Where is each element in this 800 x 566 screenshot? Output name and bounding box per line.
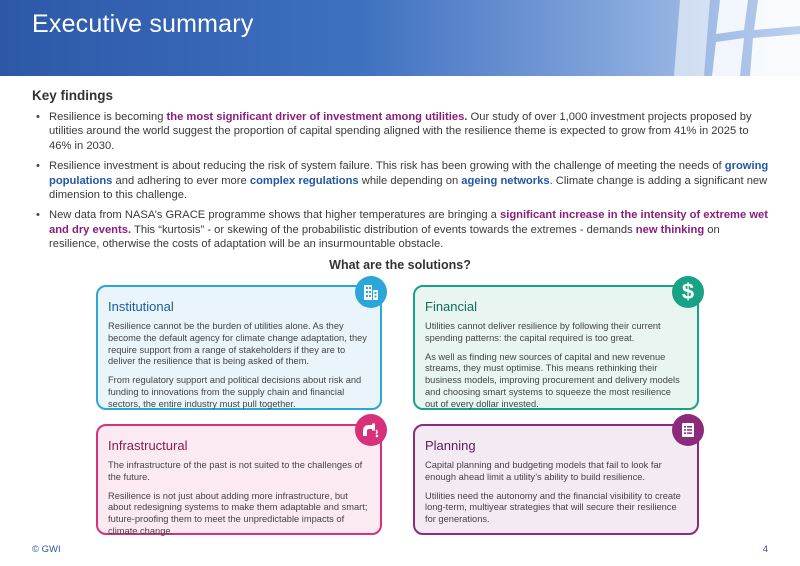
bullet-text: . Climate change is adding a significant new dimension to this challenge. bbox=[49, 174, 768, 202]
bullet-text: This “kurtosis” - or skewing of the probabilistic distribution of events towards the extremes - demands bbox=[131, 223, 636, 236]
list-item bbox=[36, 208, 771, 251]
planning-text-1: Capital planning and budgeting models that fail to look far enough ahead limit a utility’s ability to build resilience. bbox=[425, 460, 662, 482]
bullet-highlight: ageing networks bbox=[461, 174, 550, 187]
page-number: 4 bbox=[762, 544, 768, 555]
dollar-icon bbox=[672, 276, 704, 308]
institutional-text-1: Resilience cannot be the burden of utilities alone. As they become the default agency for climate change adaptation, they require support from a range of stakeholders if they are to deliver the resilience that is being asked of them. bbox=[108, 321, 367, 367]
bullet-text: Our study of over 1,000 investment projects proposed by utilities around the world suggest the proportion of capital spending aligned with the resilience theme is expected to grow from 41% in 2025 to 46% in 2030. bbox=[49, 111, 752, 152]
solutions-heading: What are the solutions? bbox=[329, 258, 471, 272]
financial-text-2: As well as finding new sources of capital and new revenue streams, they must optimise. This means rethinking their business models, improving procurement and delivery models and choosing smart systems to squeeze the most resilience out of every dollar invested. bbox=[425, 351, 680, 409]
bullet-text: New data from NASA’s GRACE programme shows that higher temperatures are bringing a bbox=[49, 209, 501, 222]
bullet-highlight: complex regulations bbox=[249, 174, 359, 187]
pipe-icon bbox=[355, 414, 387, 446]
key-findings-heading: Key findings bbox=[32, 88, 114, 103]
bullet-highlight: the most significant driver of investment among utilities. bbox=[166, 111, 468, 123]
infrastructural-text-1: The infrastructure of the past is not suited to the challenges of the future. bbox=[108, 460, 363, 482]
bullet-highlight: new thinking bbox=[635, 223, 705, 236]
key-findings-list bbox=[36, 110, 771, 258]
bullet-text: Resilience is becoming bbox=[49, 111, 167, 123]
copyright: © GWI bbox=[32, 544, 61, 555]
infrastructural-card bbox=[96, 424, 382, 535]
financial-card bbox=[413, 285, 699, 410]
planning-title: Planning bbox=[425, 438, 476, 453]
institutional-card bbox=[96, 285, 382, 410]
planning-text-2: Utilities need the autonomy and the financial visibility to create long-term, multiyear strategies that will secure their resilience for generations. bbox=[425, 490, 681, 525]
list-item bbox=[36, 110, 771, 153]
bullet-highlight: growing populations bbox=[49, 160, 769, 187]
list-item bbox=[36, 159, 771, 202]
document-list-icon bbox=[672, 414, 704, 446]
bullet-highlight: significant increase in the intensity of extreme wet and dry events. bbox=[49, 209, 768, 236]
bullet-text: on resilience, otherwise the costs of adaptation will be an insurmountable obstacle. bbox=[49, 223, 720, 251]
bullet-text: while depending on bbox=[358, 174, 462, 187]
page-title: Executive summary bbox=[32, 10, 254, 38]
bullet-text: Resilience investment is about reducing the risk of system failure. This risk has been growing with the challenge of meeting the needs of bbox=[49, 160, 725, 173]
infrastructural-text-2: Resilience is not just about adding more infrastructure, but about redesigning systems to make them adaptable and smart; future-proofing them to meet the unpredictable impacts of climate change. bbox=[108, 490, 368, 536]
infrastructural-title: Infrastructural bbox=[108, 438, 188, 453]
dollar-symbol: $ bbox=[681, 279, 695, 304]
banner-decoration bbox=[660, 0, 800, 76]
institutional-text-2: From regulatory support and political decisions about risk and funding to innovations from the supply chain and financial sectors, the entire industry must pull together. bbox=[108, 375, 362, 409]
institutional-title: Institutional bbox=[108, 299, 174, 314]
financial-text-1: Utilities cannot deliver resilience by following their current spending patterns: the capital required is too great. bbox=[425, 321, 661, 343]
building-icon bbox=[355, 276, 387, 308]
planning-card bbox=[413, 424, 699, 535]
bullet-text: and adhering to ever more bbox=[112, 174, 250, 187]
header-banner bbox=[0, 0, 800, 76]
financial-title: Financial bbox=[425, 299, 478, 314]
